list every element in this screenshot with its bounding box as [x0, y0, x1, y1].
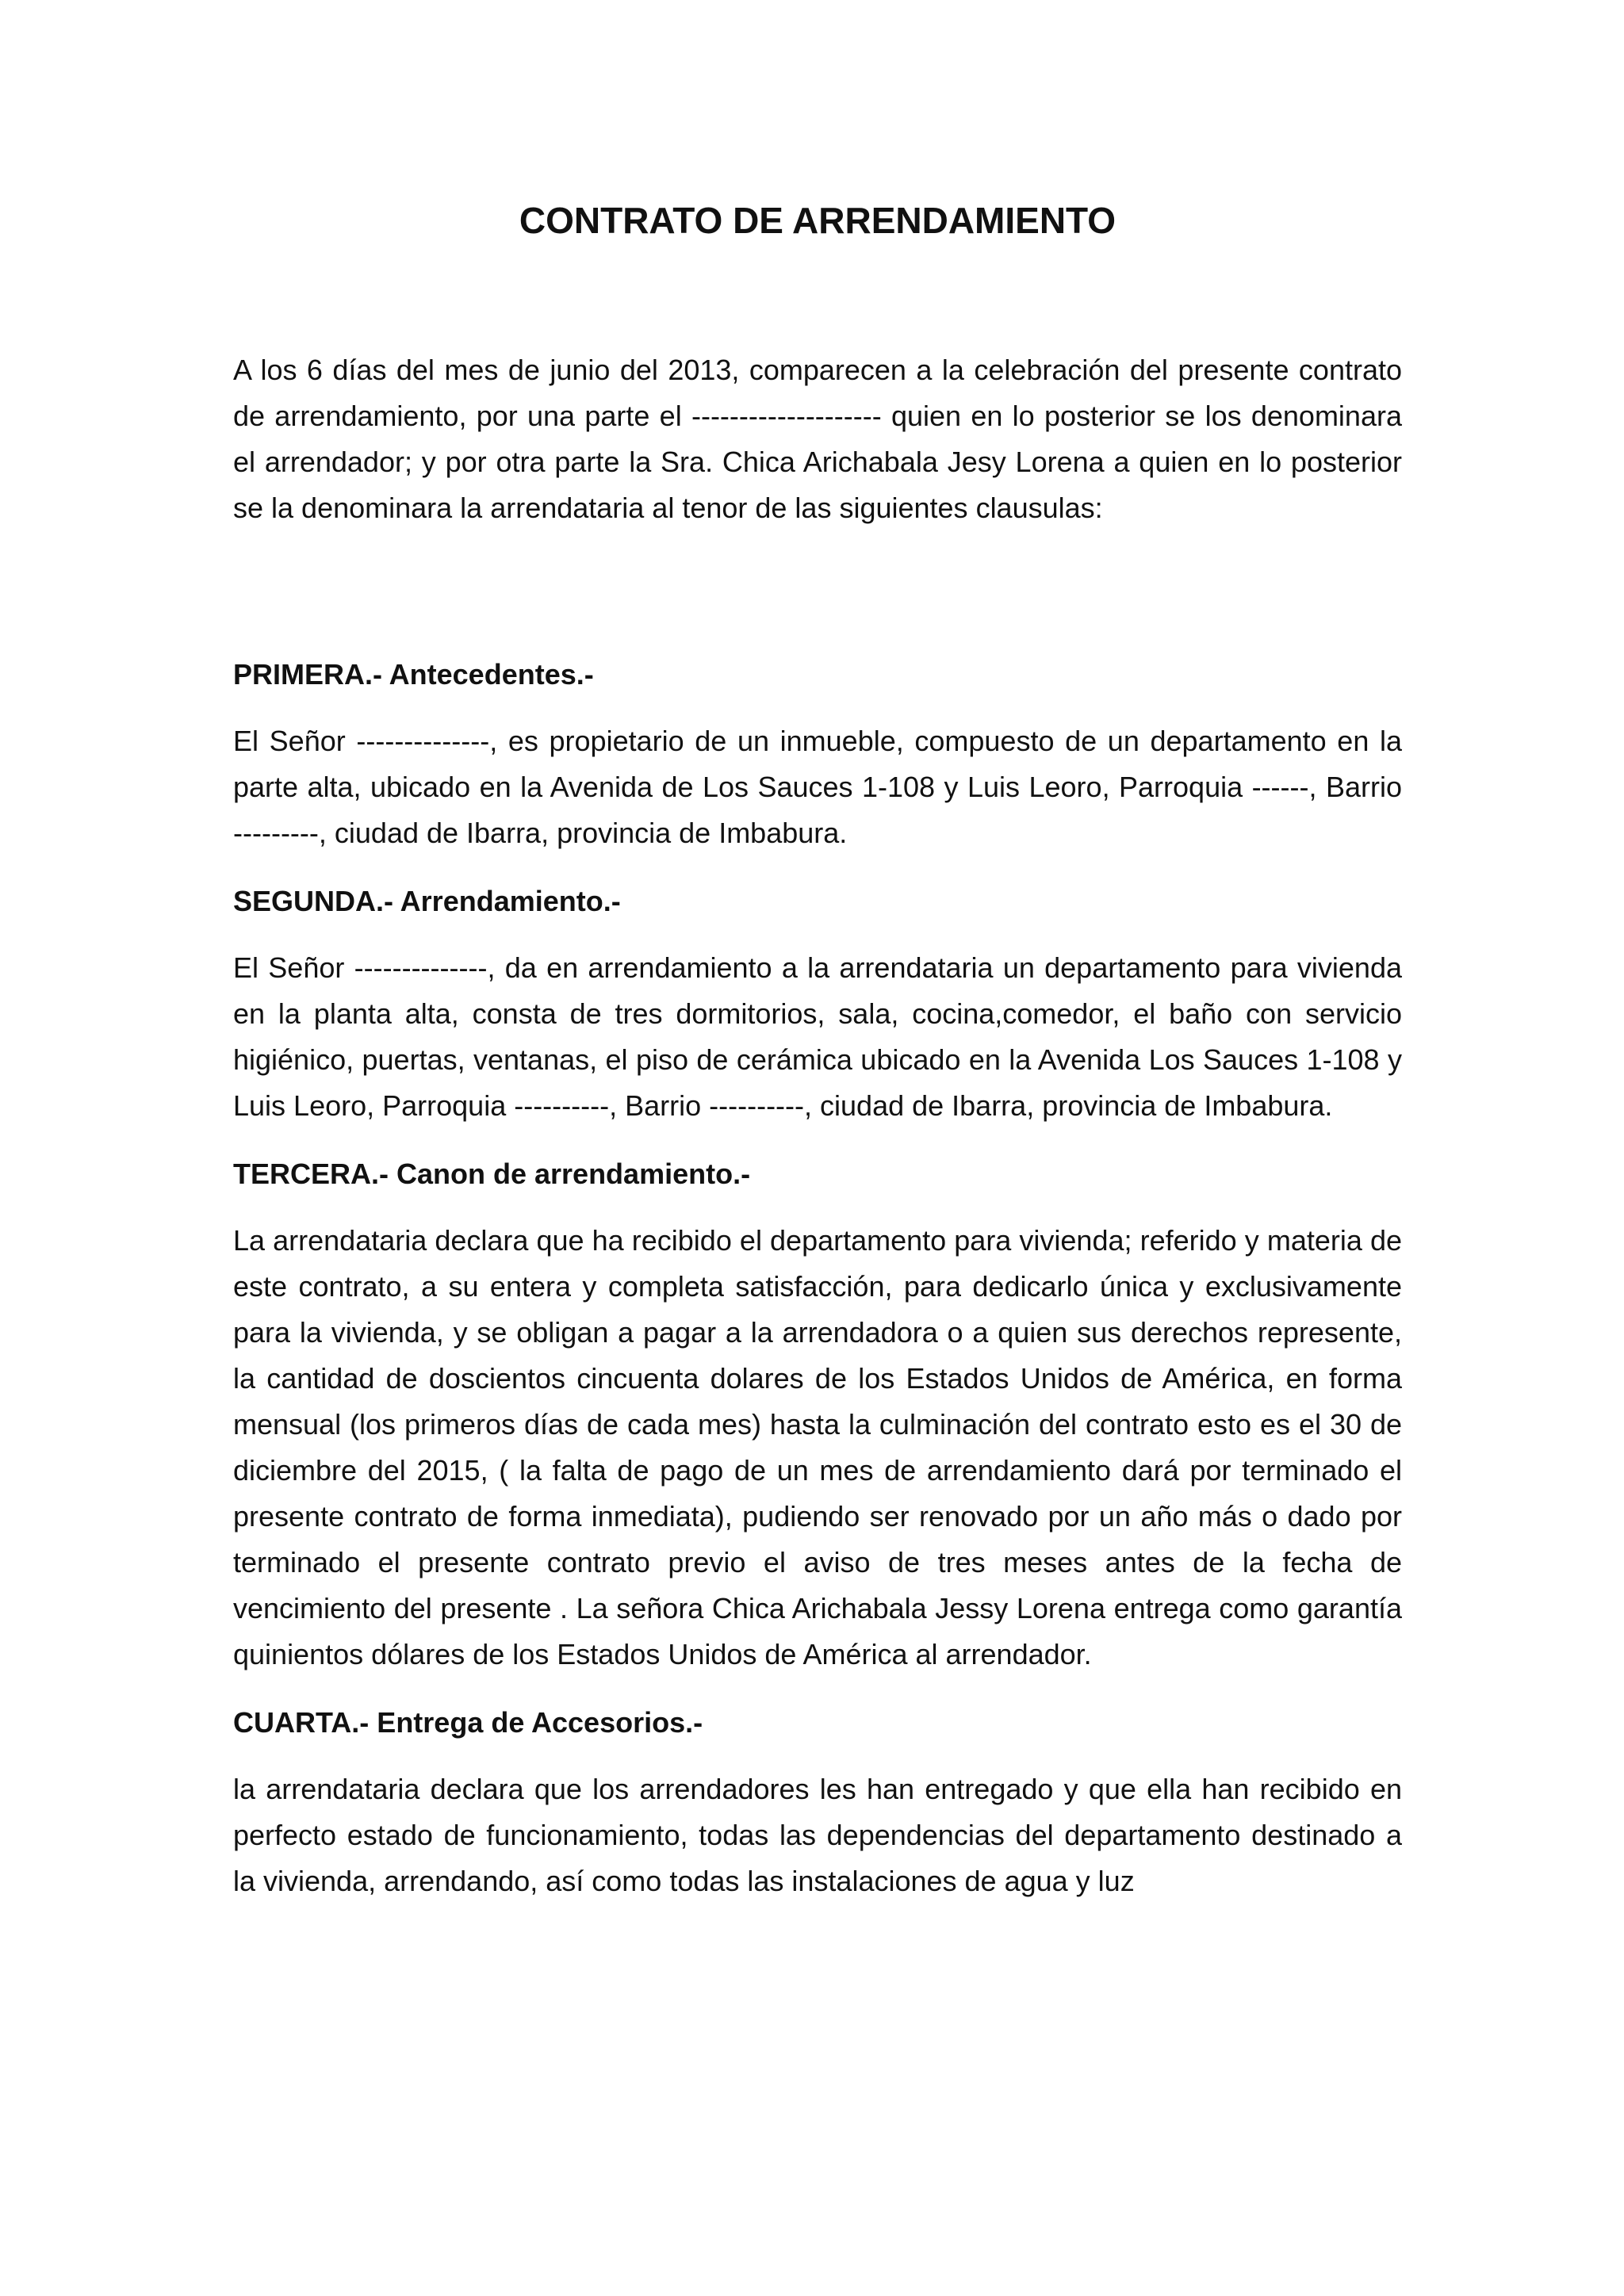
- document-title: CONTRATO DE ARRENDAMIENTO: [519, 200, 1116, 241]
- clause-heading: PRIMERA.- Antecedentes.-: [233, 658, 594, 691]
- document-content: [233, 195, 1402, 1927]
- clause-heading: CUARTA.- Entrega de Accesorios.-: [233, 1706, 703, 1739]
- clause-body: la arrendataria declara que los arrendadores les han entregado y que ella han recibido en perfecto estado de funcionamiento, todas las dependencias del departamento destinado a la vivienda, arrendando, así como todas las instalaciones de agua y luz: [233, 1773, 1402, 1897]
- clause-body: La arrendataria declara que ha recibido el departamento para vivienda; referido y materia de este contrato, a su entera y completa satisfacción, para dedicarlo única y exclusivamente para la vivienda, y se obligan a pagar a la arrendadora o a quien sus derechos represente, la cantidad de doscientos cincuenta dolares de los Estados Unidos de América, en forma mensual (los primeros días de cada mes) hasta la culminación del contrato esto es el 30 de diciembre del 2015, ( la falta de pago de un mes de arrendamiento dará por terminado el presente contrato de forma inmediata), pudiendo ser renovado por un año más o dado por terminado el presente contrato previo el aviso de tres meses antes de la fecha de vencimiento del presente . La señora Chica Arichabala Jessy Lorena entrega como garantía quinientos dólares de los Estados Unidos de América al arrendador.: [233, 1224, 1402, 1670]
- clause-body: El Señor --------------, da en arrendamiento a la arrendataria un departamento para vivienda en la planta alta, consta de tres dormitorios, sala, cocina,comedor, el baño con servicio higiénico, puertas, ventanas, el piso de cerámica ubicado en la Avenida Los Sauces 1-108 y Luis Leoro, Parroquia ----------, Barrio ----------, ciudad de Ibarra, provincia de Imbabura.: [233, 951, 1402, 1122]
- clause-body: El Señor --------------, es propietario de un inmueble, compuesto de un departamento en la parte alta, ubicado en la Avenida de Los Sauces 1-108 y Luis Leoro, Parroquia ------, Barrio ---------, ciudad de Ibarra, provincia de Imbabura.: [233, 725, 1402, 849]
- clause-tercera: [233, 1151, 1402, 1678]
- clause-primera: [233, 652, 1402, 856]
- clause-segunda: [233, 878, 1402, 1129]
- clause-heading: TERCERA.- Canon de arrendamiento.-: [233, 1158, 751, 1190]
- clause-heading: SEGUNDA.- Arrendamiento.-: [233, 885, 621, 917]
- clause-cuarta: [233, 1700, 1402, 1904]
- intro-paragraph: A los 6 días del mes de junio del 2013, comparecen a la celebración del presente contrato de arrendamiento, por una parte el -------------------- quien en lo posterior se los denominara el arrendador; y por otra parte la Sra. Chica Arichabala Jesy Lorena a quien en lo posterior se la denominara la arrendataria al tenor de las siguientes clausulas:: [233, 354, 1402, 524]
